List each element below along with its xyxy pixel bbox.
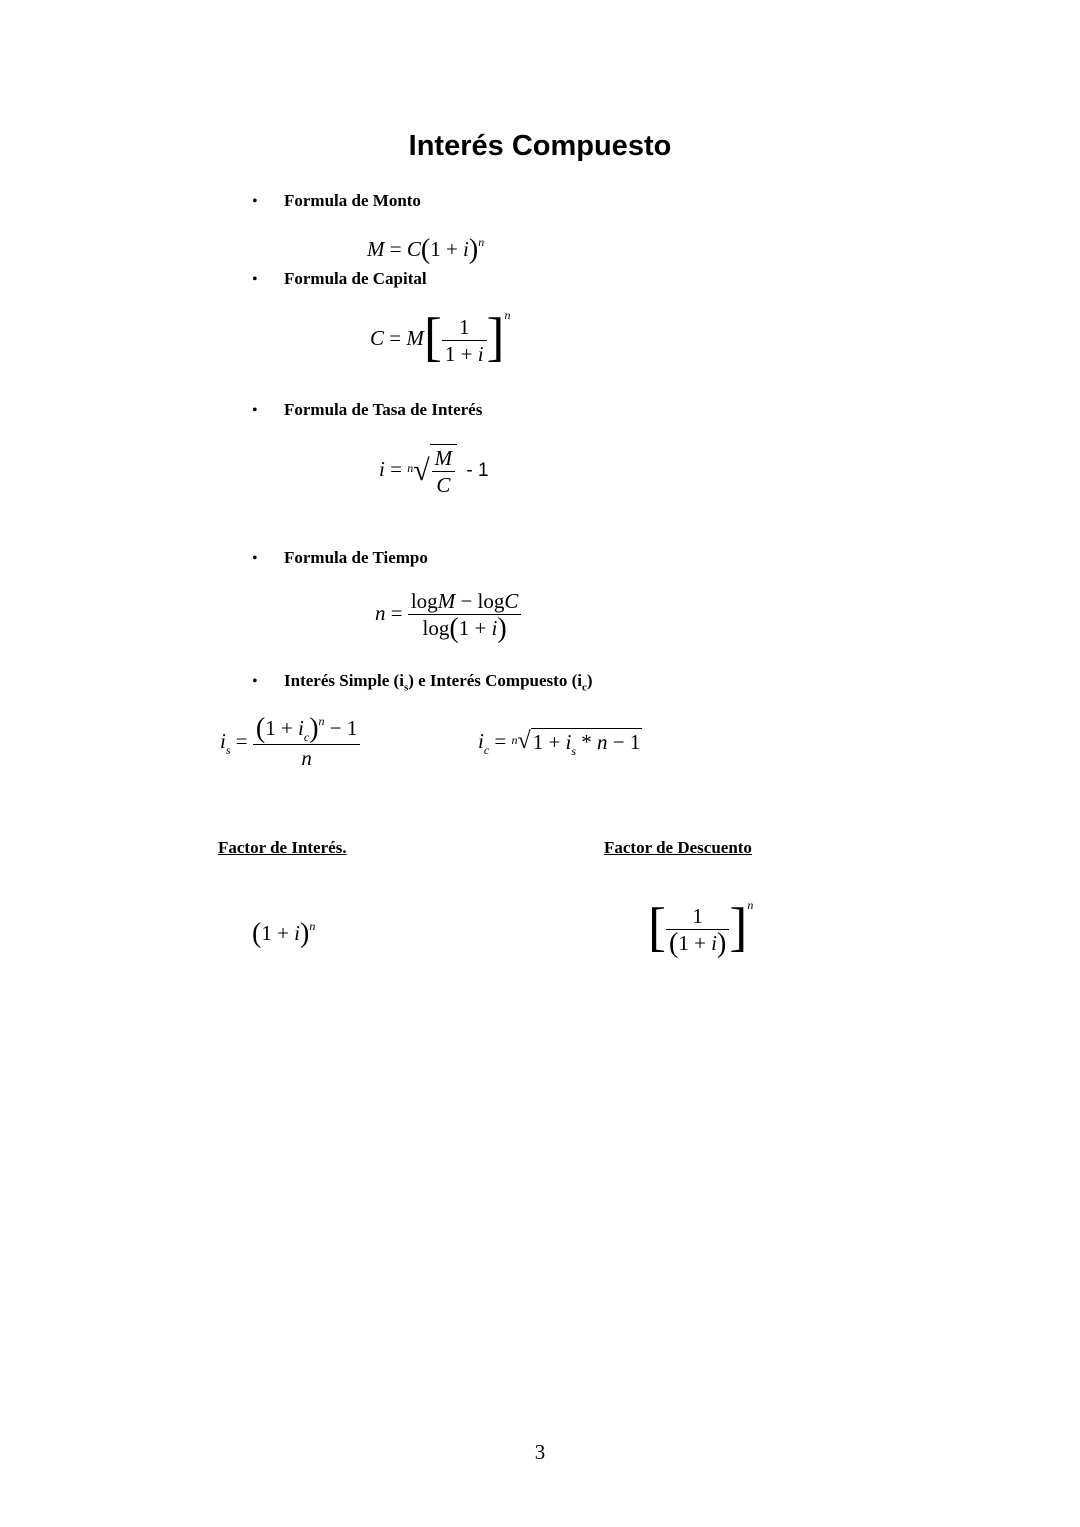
bullet-marker: • [252,193,258,210]
formula-tasa: i = n√ $\frac{M}{C}$ - 1 [379,446,489,497]
section-label-capital: Formula de Capital [284,269,427,288]
bullet-marker: • [252,402,258,419]
bullet-marker: • [252,271,258,288]
formula-factor-descuento: [ $\frac{1}{(1 + i)}$ ]$^n$ [648,897,754,959]
formula-interes-compuesto: $i_c = n√1 + i_s * n - 1$ [478,728,641,759]
bullet-marker: • [252,673,258,690]
page-title: Interés Compuesto [408,130,672,162]
formula-tiempo: n = $\frac{\log M - \log C}{\log(1 + i)}$ [375,588,521,642]
formula-capital: C = M[ $\frac{1}{1 + i}$ ]$^n$ [370,307,511,367]
formula-interes-simple: $i_s$ = $\frac{(1 + i_c)^n - 1}{n}$ [220,715,360,771]
heading-factor-interes: Factor de Interés. [218,838,347,857]
formula-monto: $M = C(1 + i)^n$ [367,234,485,265]
section-label-tiempo: Formula de Tiempo [284,548,428,567]
section-label-simple-compuesto: Interés Simple $(i_s)$ e Interés Compuesto $(i_c)$ [284,671,593,694]
formula-factor-interes: $(1 + i)^n$ [252,918,316,949]
bullet-marker: • [252,550,258,567]
page-number: 3 [534,1440,546,1464]
minus-one: - 1 [466,459,489,481]
section-label-monto: Formula de Monto [284,191,421,210]
section-label-tasa: Formula de Tasa de Interés [284,400,483,419]
heading-factor-descuento: Factor de Descuento [604,838,752,857]
